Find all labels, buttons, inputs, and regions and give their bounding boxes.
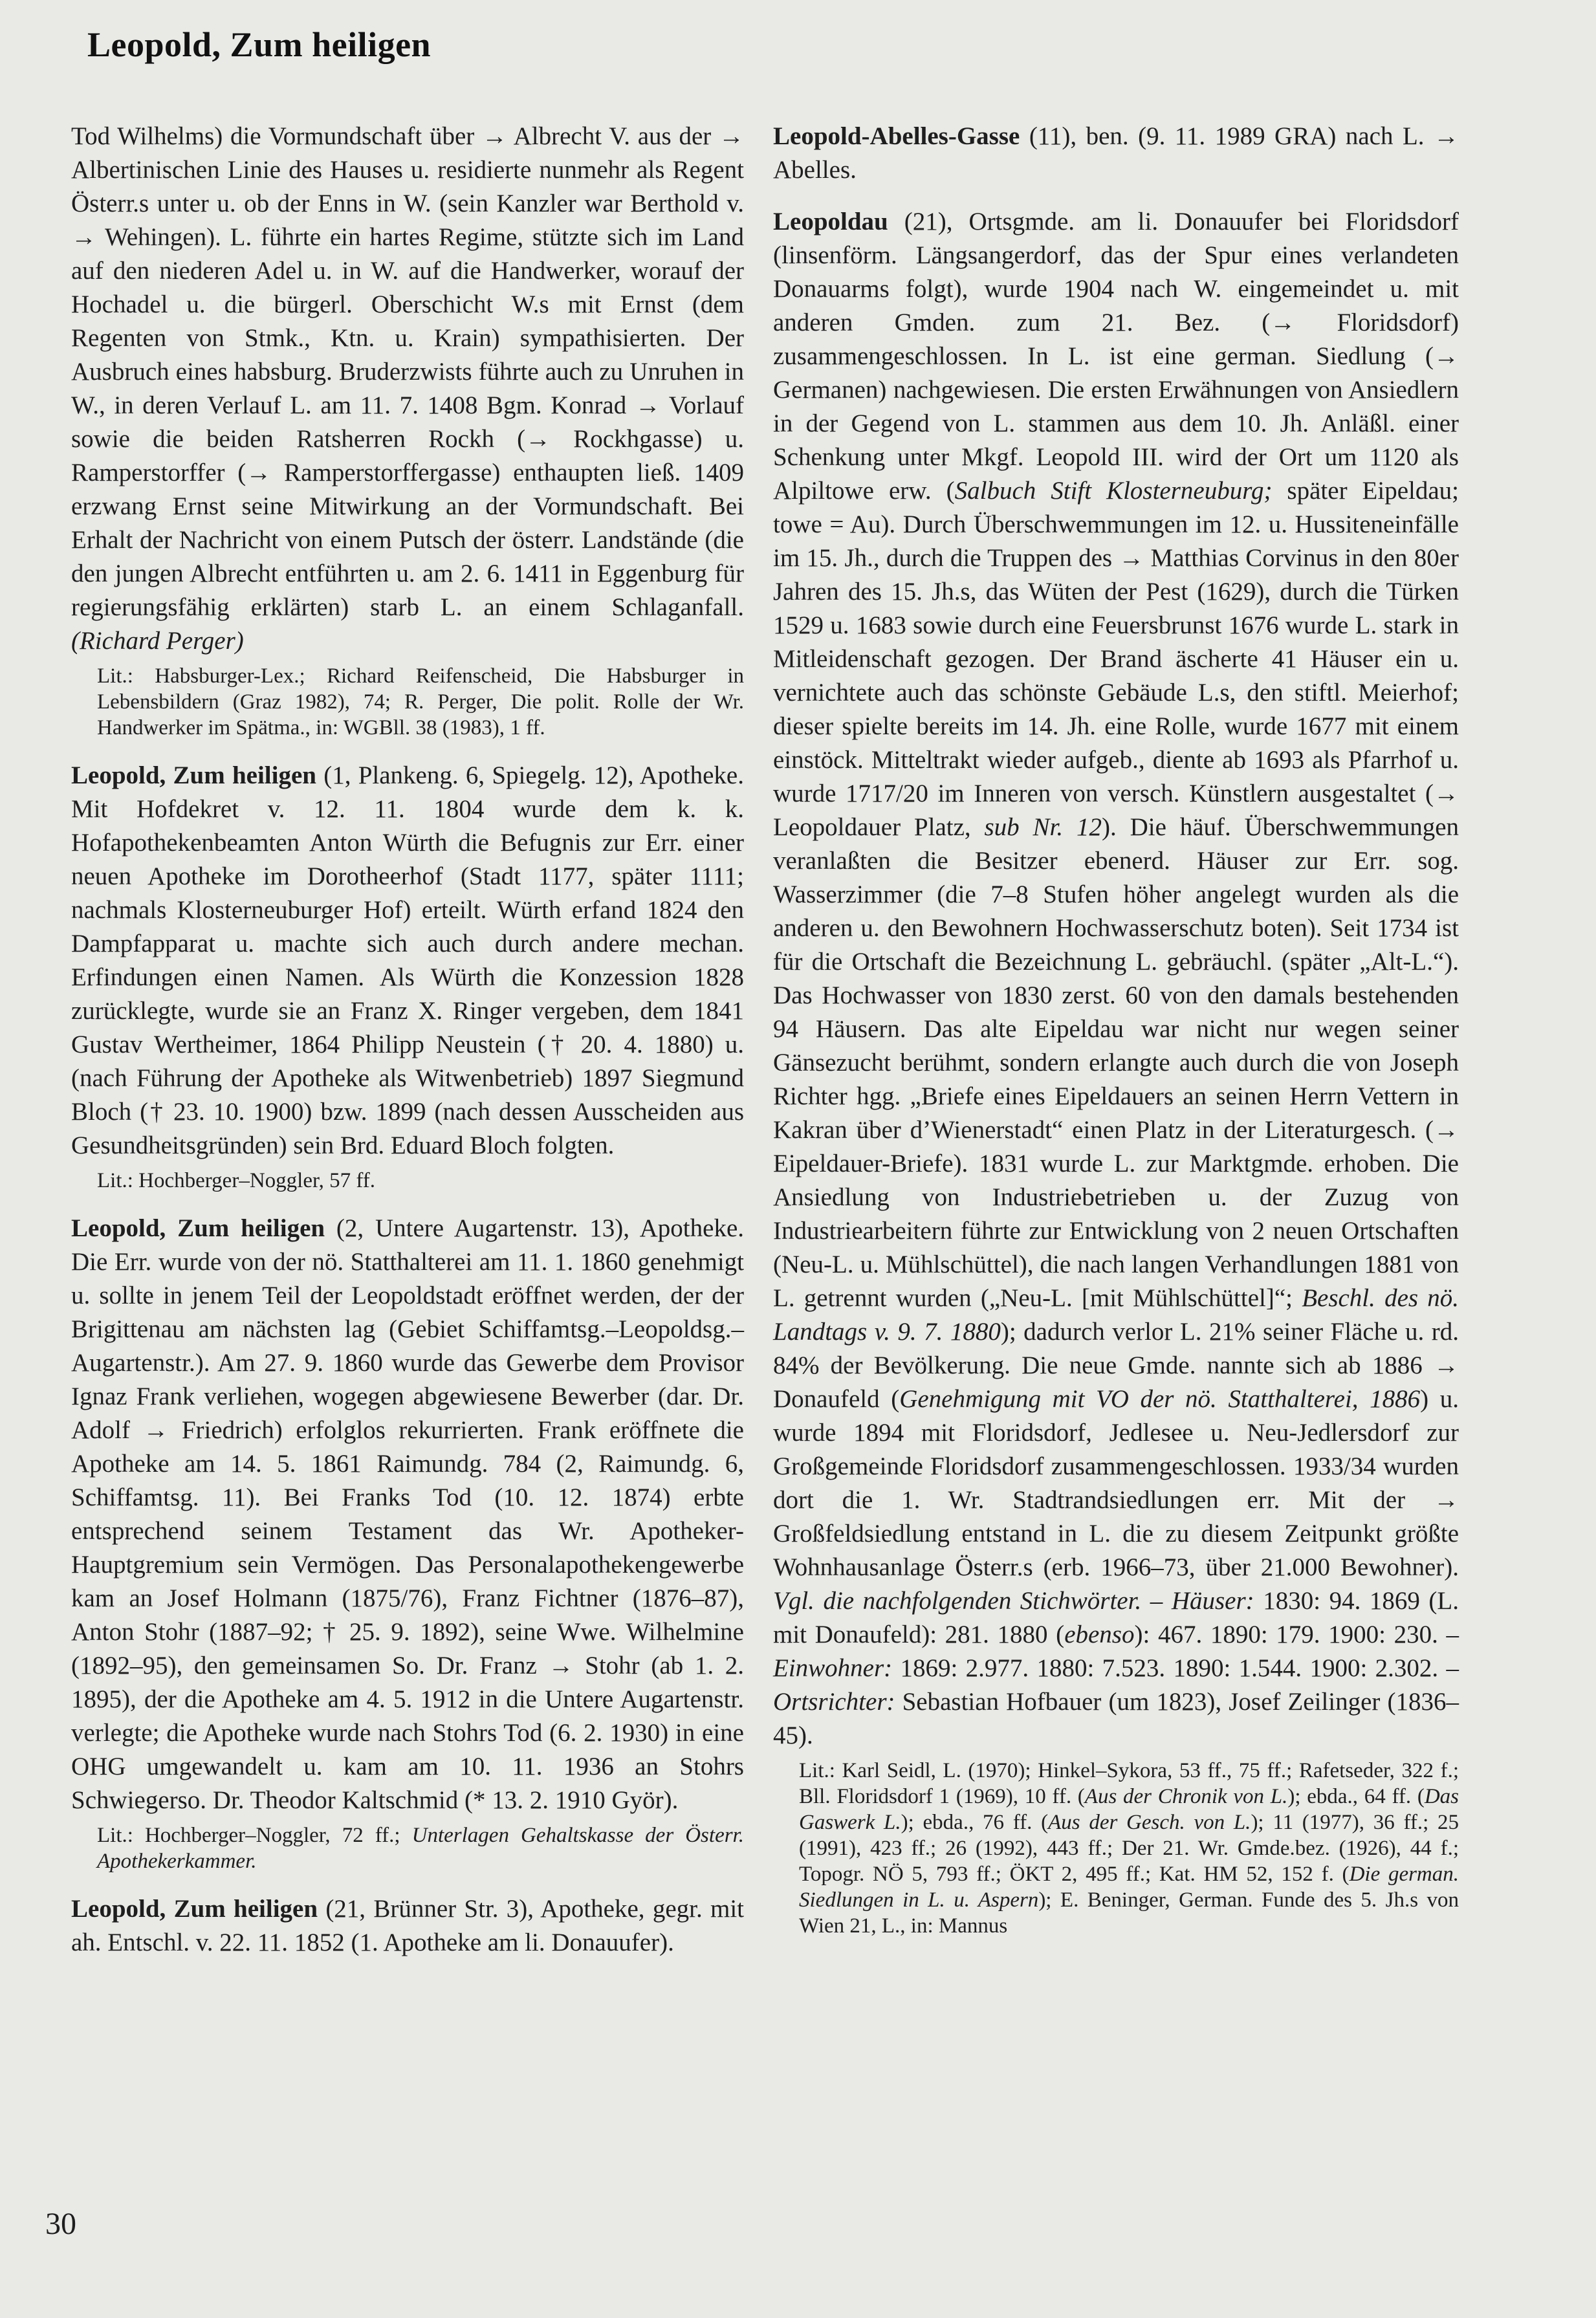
entry-italic: ebenso bbox=[1064, 1621, 1135, 1648]
entry-headword: Leopold, Zum heiligen bbox=[71, 1895, 318, 1923]
literature-text: ); ebda., 64 ff. ( bbox=[1287, 1785, 1425, 1808]
page-number: 30 bbox=[45, 2207, 76, 2241]
entry-headword: Leopold-Abelles-Gasse bbox=[773, 122, 1020, 150]
entry-body: ). Die häuf. Überschwemmungen veranlaßten die Besitzer ebenerd. Häuser zur Err. sog. Wasserzimmer (die 7–8 Stufen höher angelegt wurden als die anderen u. den Bewohnern Hochwasserschutz boten). Seit 1734 ist für die Ortschaft die Bezeichnung L. gebräuchl. (später „Alt-L.“). Das Hochwasser von 1830 zerst. 60 von den damals bestehenden 94 Häusern. Das alte Eipeldau war nicht nur wegen seiner Gänsezucht berühmt, sondern erlangte auch durch die von Joseph Richter hgg. „Briefe eines Eipeldauers an seinen Herrn Vettern in Kakran über d’Wienerstadt“ einen Platz in der Literaturgesch. (→ Eipeldauer-Briefe). 1831 wurde L. zur Marktgmde. erhoben. Die Ansiedlung von Industriebetrieben u. der Zuzug von Industriearbeitern führte zur Entwicklung von 2 neuen Ortschaften (Neu-L. u. Mühlschüttel), die nach langen Verhandlungen 1881 von L. getrennt wurden („Neu-L. [mit Mühlschüttel]“; bbox=[773, 813, 1459, 1312]
right-column bbox=[773, 120, 1459, 1939]
entry-headword: Leopold, Zum heiligen bbox=[71, 1214, 325, 1242]
literature-text: ); ebda., 76 ff. ( bbox=[901, 1811, 1049, 1834]
literature-text: ); 11 (1977), 36 ff.; 25 (1991), 423 ff.; 26 (1992), 443 ff.; Der 21. Wr. Gmde.bez. (1926), 44 f.; Topogr. NÖ 5, 793 ff.; ÖKT 2, 495 ff.; Kat. HM 52, 152 f. ( bbox=[799, 1811, 1459, 1886]
literature-text: Lit.: Hochberger–Noggler, 57 ff. bbox=[97, 1169, 376, 1192]
entry-italic: Ortsrichter: bbox=[773, 1688, 895, 1716]
left-column bbox=[71, 120, 744, 1960]
literature-italic: Aus der Gesch. von L. bbox=[1048, 1811, 1251, 1834]
entry-body: (1, Plankeng. 6, Spiegelg. 12), Apotheke. Mit Hofdekret v. 12. 11. 1804 wurde dem k. k. Hofapothekenbeamten Anton Würth die Befugnis zur Err. einer neuen Apotheke im Dorotheerhof (Stadt 1177, später 1111; nachmals Klosterneuburger Hof) erteilt. Würth erfand 1824 den Dampfapparat u. machte sich auch durch andere mechan. Erfindungen einen Namen. Als Würth die Konzession 1828 zurücklegte, wurde sie an Franz X. Ringer vergeben, dem 1841 Gustav Wertheimer, 1864 Philipp Neustein († 20. 4. 1880) u. (nach Führung der Apotheke als Witwenbetrieb) 1897 Siegmund Bloch († 23. 10. 1900) bzw. 1899 (nach dessen Ausscheiden aus Gesundheitsgründen) sein Brd. Eduard Bloch folgten. bbox=[71, 761, 744, 1159]
entry-body: 1830: 94. 1869 (L. mit Donaufeld): 281. 1880 ( bbox=[773, 1587, 1459, 1648]
text-paragraph bbox=[71, 120, 744, 658]
entry-italic: Einwohner: bbox=[773, 1654, 893, 1682]
entry-headword: Leopoldau bbox=[773, 208, 888, 235]
entry-italic: sub Nr. 12 bbox=[984, 813, 1102, 841]
entry-body: ); dadurch verlor L. 21% seiner Fläche u. rd. 84% der Bevölkerung. Die neue Gmde. nannte sich ab 1886 → Donaufeld ( bbox=[773, 1318, 1459, 1413]
dictionary-entry bbox=[71, 759, 744, 1163]
entry-italic: Vgl. die nachfolgenden Stichwörter. – Häuser: bbox=[773, 1587, 1254, 1615]
literature-note bbox=[773, 1758, 1459, 1939]
entry-italic: Salbuch Stift Klosterneuburg; bbox=[954, 477, 1273, 505]
literature-italic: Das Gaswerk L. bbox=[799, 1785, 1459, 1834]
entry-body: (21), Ortsgmde. am li. Donauufer bei Floridsdorf (linsenförm. Längsangerdorf, das der Spur eines verlandeten Donauarms folgt), wurde 1904 nach W. eingemeindet u. mit anderen Gmden. zum 21. Bez. (→ Floridsdorf) zusammengeschlossen. In L. ist eine german. Siedlung (→ Germanen) nachgewiesen. Die ersten Erwähnungen von Ansiedlern in der Gegend von L. stammen aus dem 10. Jh. Anläßl. einer Schenkung unter Mkgf. Leopold III. wird der Ort um 1120 als Alpiltowe erw. ( bbox=[773, 208, 1459, 505]
entry-body: 1869: 2.977. 1880: 7.523. 1890: 1.544. 1900: 2.302. – bbox=[892, 1654, 1459, 1682]
author-signature: (Richard Perger) bbox=[71, 627, 244, 655]
entry-body: ): 467. 1890: 179. 1900: 230. – bbox=[1134, 1621, 1459, 1648]
literature-note bbox=[71, 1168, 744, 1194]
literature-italic: Unterlagen Gehaltskasse der Österr. Apothekerkammer. bbox=[97, 1824, 744, 1873]
entry-body: ) u. wurde 1894 mit Floridsdorf, Jedlesee u. Neu-Jedlersdorf zur Großgemeinde Floridsdorf zusammengeschlossen. 1933/34 wurden dort die 1. Wr. Stadtrandsiedlungen err. Mit der → Großfeldsiedlung entstand in L. die zu diesem Zeitpunkt größte Wohnhausanlage Österr.s (erb. 1966–73, über 21.000 Bewohner). bbox=[773, 1385, 1459, 1581]
entry-body: (2, Untere Augartenstr. 13), Apotheke. Die Err. wurde von der nö. Statthalterei am 11. 1. 1860 genehmigt u. sollte in jenem Teil der Leopoldstadt eröffnet werden, der der Brigittenau am nächsten lag (Gebiet Schiffamtsg.–Leopoldsg.–Augartenstr.). Am 27. 9. 1860 wurde das Gewerbe dem Provisor Ignaz Frank verliehen, wogegen abgewiesene Bewerber (dar. Dr. Adolf → Friedrich) erfolglos rekurrierten. Frank eröffnete die Apotheke am 14. 5. 1861 Raimundg. 784 (2, Raimundg. 6, Schiffamtsg. 11). Bei Franks Tod (10. 12. 1874) erbte entsprechend seinem Testament das Wr. Apotheker-Hauptgremium sein Vermögen. Das Personalapothekengewerbe kam an Josef Holmann (1875/76), Franz Fichtner (1876–87), Anton Stohr (1887–92; † 25. 9. 1892), seine Wwe. Wilhelmine (1892–95), den gemeinsamen So. Dr. Franz → Stohr (ab 1. 2. 1895), der die Apotheke am 4. 5. 1912 in die Untere Augartenstr. verlegte; die Apotheke wurde nach Stohrs Tod (6. 2. 1930) in eine OHG umgewandelt u. kam am 10. 11. 1936 an Stohrs Schwiegerso. Dr. Theodor Kaltschmid (* 13. 2. 1910 Györ). bbox=[71, 1214, 745, 1814]
literature-text: Lit.: Hochberger–Noggler, 72 ff.; bbox=[97, 1824, 412, 1847]
literature-text: Lit.: Habsburger-Lex.; Richard Reifenscheid, Die Habsburger in Lebensbildern (Graz 1982), 74; R. Perger, Die polit. Rolle der Wr. Handwerker im Spätma., in: WGBll. 38 (1983), 1 ff. bbox=[97, 664, 744, 739]
dictionary-entry bbox=[71, 1212, 744, 1817]
literature-note bbox=[71, 1822, 744, 1874]
dictionary-entry bbox=[773, 205, 1459, 1753]
page-running-head: Leopold, Zum heiligen bbox=[87, 25, 432, 64]
literature-italic: Die german. Siedlungen in L. u. Aspern bbox=[799, 1863, 1459, 1912]
dictionary-entry bbox=[773, 120, 1459, 187]
paragraph-body: Tod Wilhelms) die Vormundschaft über → Albrecht V. aus der → Albertinischen Linie des Hauses u. residierte nunmehr als Regent Österr.s unter u. ob der Enns in W. (sein Kanzler war Berthold v. → Wehingen). L. führte ein hartes Regime, stützte sich im Land auf den niederen Adel u. in W. auf die Handwerker, worauf der Hochadel u. die bürgerl. Oberschicht W.s mit Ernst (dem Regenten von Stmk., Ktn. u. Krain) sympathisierten. Der Ausbruch eines habsburg. Bruderzwists führte auch zu Unruhen in W., in deren Verlauf L. am 11. 7. 1408 Bgm. Konrad → Vorlauf sowie die beiden Ratsherren Rockh (→ Rockhgasse) u. Ramperstorffer (→ Ramperstorffergasse) enthaupten ließ. 1409 erzwang Ernst seine Mitwirkung an der Vormundschaft. Bei Erhalt der Nachricht von einem Putsch der österr. Landstände (die den jungen Albrecht entführten u. am 2. 6. 1411 in Eggenburg für regierungsfähig erklärten) starb L. an einem Schlaganfall. bbox=[71, 122, 744, 621]
entry-headword: Leopold, Zum heiligen bbox=[71, 761, 316, 789]
entry-body: (11), ben. (9. 11. 1989 GRA) nach L. → Abelles. bbox=[773, 122, 1459, 184]
literature-text: ); E. Beninger, German. Funde des 5. Jh.s von Wien 21, L., in: Mannus bbox=[799, 1888, 1459, 1938]
entry-italic: Genehmigung mit VO der nö. Statthalterei, 1886 bbox=[899, 1385, 1421, 1413]
literature-text: Lit.: Karl Seidl, L. (1970); Hinkel–Sykora, 53 ff., 75 ff.; Rafetseder, 322 f.; Bll. Floridsdorf 1 (1969), 10 ff. ( bbox=[799, 1759, 1459, 1808]
entry-body: Sebastian Hofbauer (um 1823), Josef Zeilinger (1836–45). bbox=[773, 1688, 1459, 1749]
entry-body: später Eipeldau; towe = Au). Durch Überschwemmungen im 12. u. Hussiteneinfälle im 15. Jh., durch die Truppen des → Matthias Corvinus in den 80er Jahren des 15. Jh.s, das Wüten der Pest (1629), durch die Türken 1529 u. 1683 sowie durch eine Feuersbrunst 1676 wurde L. stark in Mitleidenschaft gezogen. Der Brand äscherte 41 Häuser ein u. vernichtete auch das schönste Gebäude L.s, den stiftl. Meierhof; dieser spielte bereits im 14. Jh. eine Rolle, wurde 1677 mit einem einstöck. Mitteltrakt wieder aufgeb., diente ab 1693 als Pfarrhof u. wurde 1717/20 im Inneren von versch. Künstlern ausgestaltet (→ Leopoldauer Platz, bbox=[773, 477, 1459, 841]
entry-italic: Beschl. des nö. Landtags v. 9. 7. 1880 bbox=[773, 1284, 1459, 1346]
literature-italic: Aus der Chronik von L. bbox=[1084, 1785, 1288, 1808]
entry-body: (21, Brünner Str. 3), Apotheke, gegr. mit ah. Entschl. v. 22. 11. 1852 (1. Apotheke am li. Donauufer). bbox=[71, 1895, 744, 1956]
literature-note bbox=[71, 663, 744, 741]
dictionary-entry bbox=[71, 1892, 744, 1960]
